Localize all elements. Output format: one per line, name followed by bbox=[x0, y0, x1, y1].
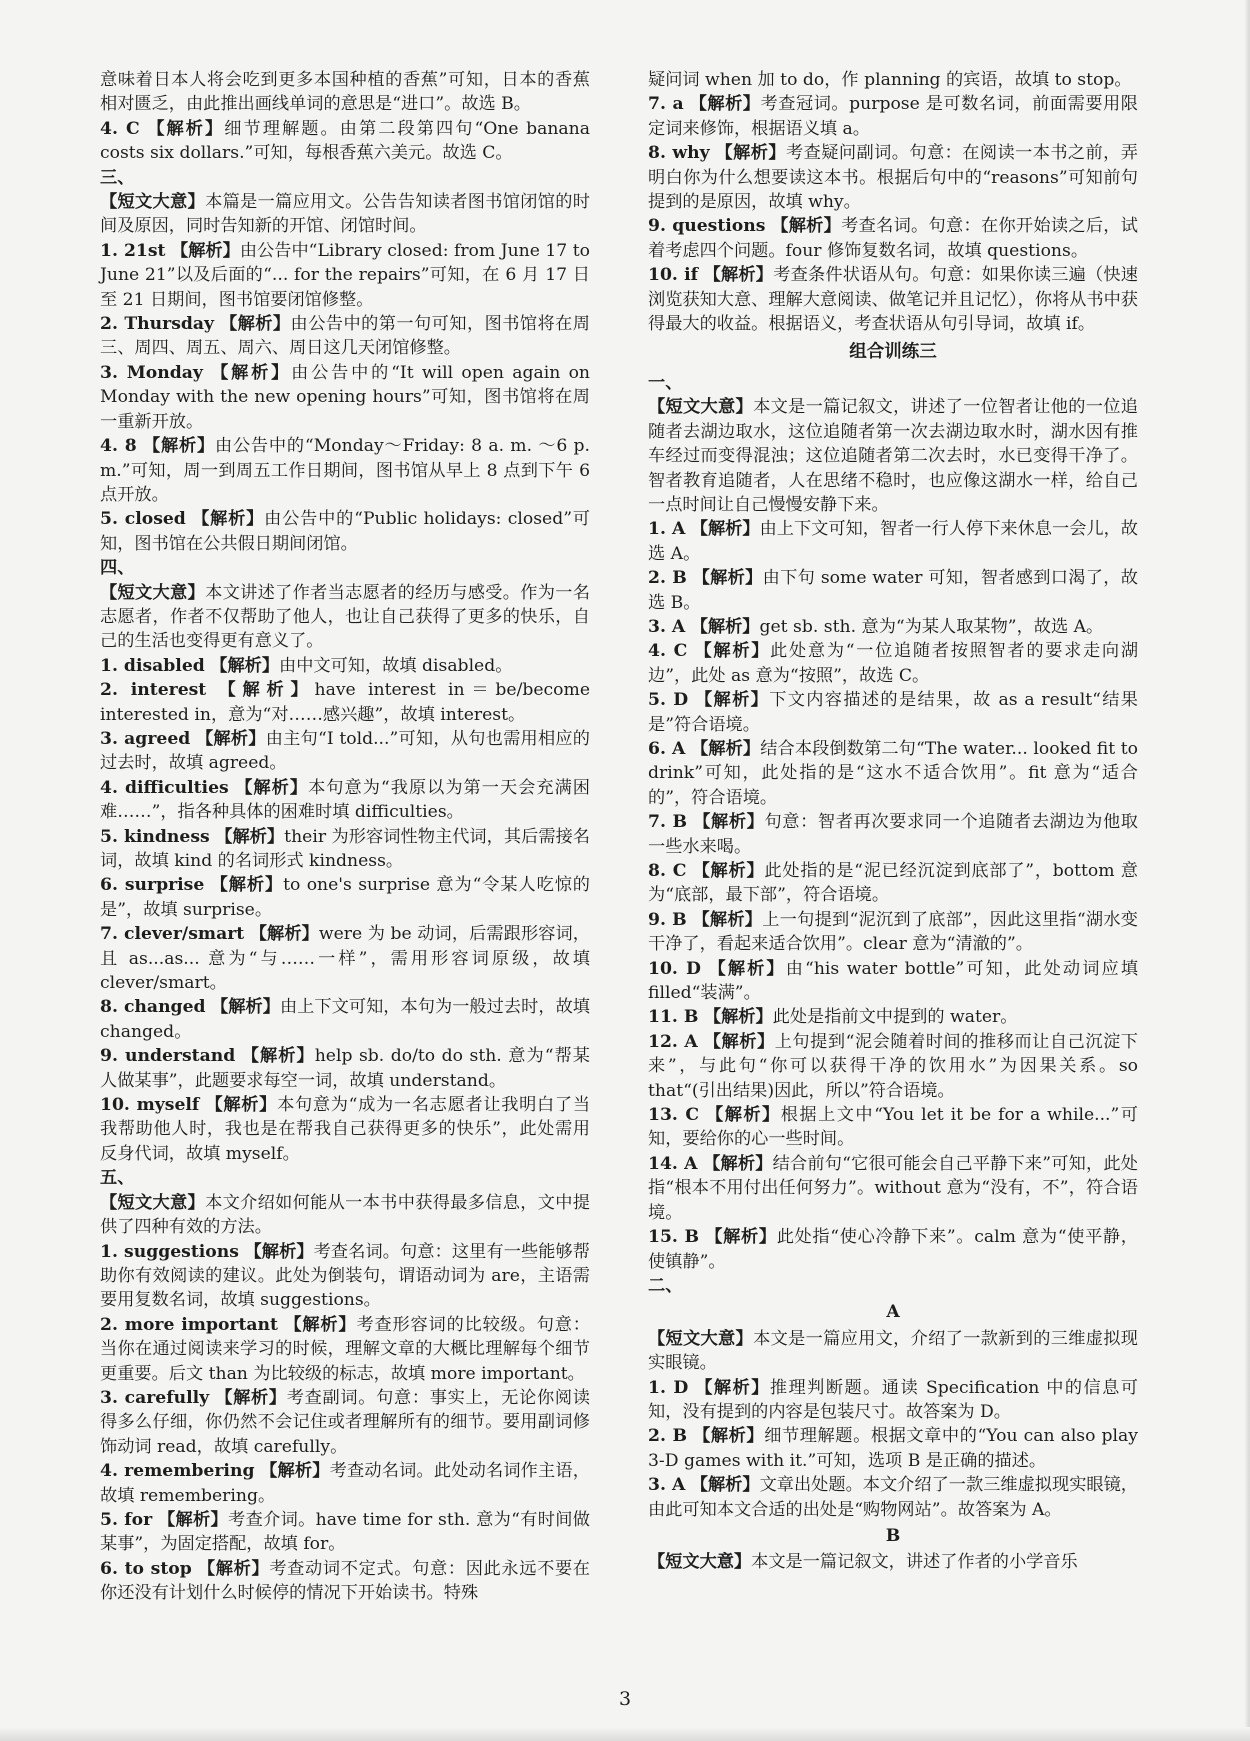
section-heading-text: 组合训练三 bbox=[849, 342, 937, 363]
analysis-tag: 【解析】 bbox=[210, 655, 280, 676]
analysis-text: 考查疑问副词。句意：在阅读一本书之前，弄明白你为什么想要读这本书。根据后句中的“reasons”可知前句提到的是原因，故填 why。 bbox=[648, 143, 1138, 213]
answer-number: 3. Monday bbox=[100, 362, 203, 383]
answer-item bbox=[648, 957, 1138, 1006]
answer-item bbox=[648, 688, 1138, 737]
answer-item bbox=[648, 1376, 1138, 1425]
answer-item bbox=[648, 1030, 1138, 1103]
analysis-tag: 【解析】 bbox=[706, 1105, 781, 1126]
answer-item bbox=[100, 507, 590, 556]
analysis-text: 细节理解题。由第二段第四句“One banana costs six dollars.”可知，每根香蕉六美元。故选 C。 bbox=[100, 118, 590, 164]
answer-item bbox=[648, 615, 1138, 639]
analysis-text: 本句意为“成为一名志愿者让我明白了当我帮助他人时，我也是在帮我自己获得更多的快乐”，此处需用反身代词，故填 myself。 bbox=[100, 1095, 591, 1164]
right-column bbox=[648, 68, 1138, 1575]
summary-text: 本文讲述了作者当志愿者的经历与感受。作为一名志愿者，作者不仅帮助了他人，也让自己获得了更多的快乐，自己的生活也变得更有意义了。 bbox=[100, 582, 590, 652]
analysis-text: 由下句 some water 可知，智者感到口渴了，故选 B。 bbox=[648, 568, 1138, 613]
analysis-text: 由主句“I told...”可知，从句也需用相应的过去时，故填 agreed。 bbox=[100, 728, 590, 774]
answer-number: 10. if bbox=[648, 265, 699, 286]
analysis-tag: 【解析】 bbox=[693, 812, 765, 833]
analysis-tag: 【解析】 bbox=[211, 997, 280, 1018]
summary-text: 本篇是一篇应用文。公告告知读者图书馆闭馆的时间及原因，同时告知新的开馆、闭馆时间。 bbox=[100, 192, 590, 237]
passage-summary bbox=[100, 1191, 590, 1240]
answer-number: 7. B bbox=[648, 812, 688, 833]
analysis-text: 句意：智者再次要求同一个追随者去湖边为他取一些水来喝。 bbox=[648, 812, 1138, 857]
analysis-tag: 【解析】 bbox=[708, 958, 786, 979]
analysis-tag: 【解析】 bbox=[703, 1031, 775, 1052]
section-number bbox=[648, 371, 1138, 395]
answer-number: 10. D bbox=[648, 958, 701, 979]
passage-label bbox=[648, 1300, 1138, 1324]
answer-number: 7. clever/smart bbox=[100, 924, 245, 945]
analysis-text: 考查副词。句意：事实上，无论你阅读得多么仔细，你仍然不会记住或者理解所有的细节。要用副词修饰动词 read，故填 carefully。 bbox=[100, 1387, 590, 1457]
analysis-tag: 【解析】 bbox=[690, 616, 760, 637]
answer-number: 3. carefully bbox=[100, 1387, 210, 1408]
answer-number: 5. for bbox=[100, 1509, 153, 1530]
analysis-tag: 【解析】 bbox=[192, 509, 265, 530]
answer-number: 5. D bbox=[648, 690, 689, 711]
answer-item bbox=[100, 1508, 590, 1557]
answer-item bbox=[100, 825, 590, 874]
analysis-tag: 【解析】 bbox=[142, 436, 215, 457]
answer-number: 1. suggestions bbox=[100, 1241, 239, 1262]
analysis-text: have interest in＝be/become interested in，意为“对……感兴趣”，故填 interest。 bbox=[100, 680, 590, 725]
answer-number: 14. A bbox=[648, 1153, 698, 1174]
analysis-tag: 【解析】 bbox=[215, 1387, 287, 1408]
answer-item bbox=[648, 214, 1138, 263]
answer-item bbox=[648, 1152, 1138, 1225]
section-heading bbox=[648, 340, 1138, 364]
analysis-tag: 【解析】 bbox=[284, 1314, 357, 1335]
answer-number: 11. B bbox=[648, 1007, 699, 1028]
passage-label-text: A bbox=[886, 1302, 900, 1323]
passage-summary bbox=[648, 1327, 1138, 1376]
answer-item bbox=[100, 1386, 590, 1459]
analysis-tag: 【解析】 bbox=[205, 1095, 278, 1116]
passage-summary bbox=[648, 1550, 1138, 1574]
answer-item bbox=[100, 654, 590, 678]
analysis-tag: 【解析】 bbox=[703, 1153, 773, 1174]
answer-number: 3. A bbox=[648, 616, 686, 637]
analysis-text: 考查冠词。purpose 是可数名词，前面需要用限定词来修饰，根据语义填 a。 bbox=[648, 94, 1138, 139]
answer-number: 6. to stop bbox=[100, 1558, 192, 1579]
answer-item bbox=[648, 263, 1138, 336]
answer-item bbox=[648, 141, 1138, 214]
answer-number: 8. C bbox=[648, 861, 687, 881]
answer-number: 9. understand bbox=[100, 1046, 236, 1067]
answer-number: 9. B bbox=[648, 909, 687, 930]
answer-item bbox=[648, 1424, 1138, 1473]
analysis-text: to one's surprise 意为“令某人吃惊的是”，故填 surprise。 bbox=[100, 875, 590, 920]
analysis-tag: 【解析】 bbox=[689, 94, 761, 115]
passage-summary bbox=[100, 581, 590, 654]
summary-tag: 【短文大意】 bbox=[100, 582, 206, 603]
answer-item bbox=[100, 727, 590, 776]
analysis-text: were 为 be 动词，后需跟形容词，且 as...as... 意为“与……一样”，需用形容词原级，故填 clever/smart。 bbox=[100, 924, 590, 994]
analysis-text: 上句提到“泥会随着时间的推移而让自己沉淀下来”，与此句“你可以获得干净的饮用水”为因果关系。so that“(引出结果)因此，所以”符合语境。 bbox=[648, 1031, 1138, 1101]
answer-item bbox=[648, 908, 1138, 957]
analysis-text: 根据上文中“You let it be for a while...”可知，要给你的心一些时间。 bbox=[648, 1105, 1138, 1150]
answer-item bbox=[100, 1313, 590, 1386]
analysis-tag: 【解析】 bbox=[196, 728, 266, 749]
summary-tag: 【短文大意】 bbox=[648, 1328, 754, 1349]
analysis-text: 由公告中“Library closed: from June 17 to June 21”以及后面的“... for the repairs”可知，在 6 月 17 日至 21 日期间，图书馆要闭馆修整。 bbox=[100, 240, 590, 310]
answer-number: 9. questions bbox=[648, 216, 766, 237]
answer-item bbox=[648, 566, 1138, 615]
analysis-tag: 【解析】 bbox=[692, 909, 763, 930]
answer-item bbox=[100, 922, 590, 995]
paragraph-text: 疑问词 when 加 to do，作 planning 的宾语，故填 to stop。 bbox=[648, 70, 1132, 90]
answer-number: 8. why bbox=[648, 143, 710, 164]
analysis-text: 考查条件状语从句。句意：如果你读三遍（快速浏览获知大意、理解大意阅读、做笔记并且记忆），你将从书中获得最大的收益。根据语义，考查状语从句引导词，故填 if。 bbox=[648, 265, 1138, 335]
analysis-text: help sb. do/to do sth. 意为“帮某人做某事”，此题要求每空一词，故填 understand。 bbox=[100, 1046, 590, 1091]
section-number-text: 五、 bbox=[100, 1168, 135, 1189]
answer-number: 10. myself bbox=[100, 1095, 200, 1116]
analysis-text: 由上下文可知，智者一行人停下来休息一会儿，故选 A。 bbox=[648, 519, 1138, 564]
answer-number: 1. A bbox=[648, 519, 686, 540]
answer-number: 1. D bbox=[648, 1377, 689, 1398]
answer-item bbox=[100, 1044, 590, 1093]
answer-number: 4. 8 bbox=[100, 436, 137, 457]
analysis-text: 文章出处题。本文介绍了一款三维虚拟现实眼镜，由此可知本文合适的出处是“购物网站”。故答案为 A。 bbox=[648, 1475, 1138, 1520]
answer-number: 5. closed bbox=[100, 509, 186, 530]
summary-tag: 【短文大意】 bbox=[100, 1192, 206, 1213]
summary-tag: 【短文大意】 bbox=[648, 397, 754, 418]
analysis-text: 由公告中的“It will open again on Monday with the new opening hours”可知，图书馆将在周一重新开放。 bbox=[100, 362, 590, 432]
analysis-tag: 【解析】 bbox=[157, 1509, 229, 1530]
analysis-text: 此处意为“一位追随者按照智者的要求走向湖边”，此处 as 意为“按照”，故选 C。 bbox=[648, 641, 1139, 686]
analysis-text: 此处指“使心冷静下来”。calm 意为“使平静，使镇静”。 bbox=[648, 1227, 1138, 1272]
analysis-tag: 【解析】 bbox=[695, 690, 770, 711]
summary-text: 本文是一篇应用文，介绍了一款新到的三维虚拟现实眼镜。 bbox=[648, 1328, 1138, 1374]
analysis-text: 推理判断题。通读 Specification 中的信息可知，没有提到的内容是包装尺寸。故答案为 D。 bbox=[648, 1377, 1138, 1422]
answer-number: 2. B bbox=[648, 1426, 688, 1447]
analysis-tag: 【解析】 bbox=[210, 875, 284, 896]
analysis-tag: 【解析】 bbox=[241, 1046, 315, 1067]
answer-number: 4. C bbox=[648, 641, 688, 662]
analysis-tag: 【解析】 bbox=[690, 738, 761, 759]
analysis-text: 此处指的是“泥已经沉淀到底部了”，bottom 意为“底部，最下部”，符合语境。 bbox=[648, 861, 1138, 906]
answer-item bbox=[100, 312, 590, 361]
answer-number: 1. 21st bbox=[100, 240, 166, 261]
answer-number: 15. B bbox=[648, 1227, 700, 1248]
analysis-tag: 【解析】 bbox=[703, 265, 774, 286]
answer-number: 2. B bbox=[648, 568, 687, 589]
section-number-text: 二、 bbox=[648, 1275, 683, 1296]
analysis-text: 考查名词。句意：在你开始读之后，试着考虑四个问题。four 修饰复数名词，故填 questions。 bbox=[648, 216, 1138, 261]
answer-item bbox=[648, 92, 1138, 141]
analysis-tag: 【解析】 bbox=[703, 1007, 773, 1028]
section-number-text: 三、 bbox=[100, 167, 135, 188]
answer-number: 1. disabled bbox=[100, 655, 205, 676]
answer-item bbox=[100, 1459, 590, 1508]
analysis-tag: 【解析】 bbox=[771, 216, 842, 237]
page-number: 3 bbox=[618, 1688, 632, 1710]
analysis-tag: 【解析】 bbox=[170, 240, 240, 261]
analysis-tag: 【解析】 bbox=[690, 519, 760, 540]
paragraph bbox=[648, 68, 1138, 92]
analysis-tag: 【解析】 bbox=[249, 924, 319, 945]
answer-number: 6. surprise bbox=[100, 875, 205, 896]
analysis-text: their 为形容词性物主代词，其后需接名词，故填 kind 的名词形式 kindness。 bbox=[100, 826, 590, 871]
answer-number: 5. kindness bbox=[100, 826, 210, 847]
analysis-text: 由公告中的“Monday～Friday: 8 a. m. ～6 p. m.”可知，周一到周五工作日期间，图书馆从早上 8 点到下午 6 点开放。 bbox=[100, 436, 590, 505]
section-number bbox=[100, 166, 590, 190]
analysis-text: 由“his water bottle”可知，此处动词应填 filled“装满”。 bbox=[648, 958, 1139, 1004]
summary-tag: 【短文大意】 bbox=[100, 192, 206, 213]
answer-number: 3. agreed bbox=[100, 728, 191, 749]
section-number bbox=[100, 1166, 590, 1190]
answer-item bbox=[648, 517, 1138, 566]
analysis-text: 本句意为“我原以为第一天会充满困难……”，指各种具体的困难时填 difficulties。 bbox=[100, 777, 590, 823]
answer-number: 13. C bbox=[648, 1105, 700, 1126]
section-number bbox=[100, 556, 590, 580]
answer-number: 6. A bbox=[648, 738, 686, 759]
analysis-text: 考查动词不定式。句意：因此永远不要在你还没有计划什么时候停的情况下开始读书。特殊 bbox=[100, 1558, 590, 1604]
analysis-text: 下文内容描述的是结果，故 as a result“结果是”符合语境。 bbox=[648, 690, 1138, 735]
passage-summary bbox=[100, 190, 590, 239]
answer-item bbox=[100, 678, 590, 727]
answer-item bbox=[100, 1557, 590, 1606]
analysis-text: 考查介词。have time for sth. 意为“有时间做某事”，为固定搭配，故填 for。 bbox=[100, 1509, 590, 1555]
analysis-tag: 【解析】 bbox=[235, 777, 309, 798]
answer-item bbox=[100, 117, 590, 166]
answer-number: 4. C bbox=[100, 118, 140, 139]
analysis-text: 考查形容词的比较级。句意：当你在通过阅读来学习的时候，理解文章的大概比理解每个细节更重要。后文 than 为比较级的标志，故填 more important。 bbox=[100, 1314, 590, 1384]
analysis-tag: 【解析】 bbox=[219, 314, 291, 335]
answer-number: 4. remembering bbox=[100, 1461, 255, 1482]
summary-text: 本文是一篇记叙文，讲述了一位智者让他的一位追随者去湖边取水，这位追随者第一次去湖边取水时，湖水因有推车经过而变得混浊；这位追随者第二次去时，水已变得干净了。智者教育追随者，人在思绪不稳时，也应像这湖水一样，给自己一点时间让自己慢慢安静下来。 bbox=[648, 397, 1138, 515]
analysis-text: 由公告中的“Public holidays: closed”可知，图书馆在公共假日期间闭馆。 bbox=[100, 509, 590, 554]
paragraph bbox=[100, 68, 590, 117]
answer-number: 12. A bbox=[648, 1031, 698, 1052]
answer-number: 2. interest bbox=[100, 680, 207, 701]
answer-item bbox=[100, 434, 590, 507]
analysis-tag: 【解析】 bbox=[694, 641, 771, 662]
answer-item bbox=[648, 810, 1138, 859]
analysis-text: 此处是指前文中提到的 water。 bbox=[772, 1007, 1018, 1028]
answer-item bbox=[100, 1240, 590, 1313]
analysis-text: 由公告中的第一句可知，图书馆将在周三、周四、周五、周六、周日这几天闭馆修整。 bbox=[100, 314, 590, 359]
answer-item bbox=[648, 639, 1138, 688]
answer-number: 8. changed bbox=[100, 997, 206, 1018]
passage-summary bbox=[648, 395, 1138, 517]
analysis-tag: 【解析】 bbox=[244, 1241, 314, 1262]
summary-text: 本文介绍如何能从一本书中获得最多信息，文中提供了四种有效的方法。 bbox=[100, 1192, 590, 1238]
analysis-text: 由中文可知，故填 disabled。 bbox=[279, 655, 513, 676]
section-number-text: 一、 bbox=[648, 372, 683, 393]
answer-item bbox=[100, 776, 590, 825]
paragraph-text: 意味着日本人将会吃到更多本国种植的香蕉”可知，日本的香蕉相对匮乏，由此推出画线单词的意思是“进口”。故选 B。 bbox=[100, 70, 590, 115]
analysis-tag: 【解析】 bbox=[260, 1461, 330, 1482]
answer-number: 2. Thursday bbox=[100, 314, 215, 335]
answer-item bbox=[100, 995, 590, 1044]
analysis-tag: 【解析】 bbox=[690, 1475, 760, 1496]
answer-item bbox=[100, 873, 590, 922]
analysis-text: 上一句提到“泥沉到了底部”，因此这里指“湖水变干净了，看起来适合饮用”。clear 意为“清澈的”。 bbox=[648, 909, 1138, 955]
answer-number: 7. a bbox=[648, 94, 684, 115]
section-number-text: 四、 bbox=[100, 558, 135, 579]
analysis-text: 结合本段倒数第二句“The water... looked fit to drink”可知，此处指的是“这水不适合饮用”。fit 意为“适合的”，符合语境。 bbox=[648, 738, 1138, 808]
analysis-tag: 【解析】 bbox=[715, 143, 787, 164]
page-edge-shadow bbox=[1244, 0, 1250, 1741]
answer-item bbox=[100, 361, 590, 434]
analysis-tag: 【解析】 bbox=[147, 118, 225, 139]
answer-item bbox=[648, 859, 1138, 908]
analysis-text: 细节理解题。根据文章中的“You can also play 3-D games with it.”可知，选项 B 是正确的描述。 bbox=[648, 1426, 1138, 1471]
analysis-tag: 【解析】 bbox=[693, 1426, 765, 1447]
analysis-tag: 【解析】 bbox=[705, 1227, 777, 1248]
summary-tag: 【短文大意】 bbox=[648, 1552, 752, 1573]
answer-number: 4. difficulties bbox=[100, 777, 229, 798]
page-bottom-shadow bbox=[0, 1727, 1250, 1741]
answer-item bbox=[648, 1103, 1138, 1152]
analysis-text: 考查名词。句意：这里有一些能够帮助你有效阅读的建议。此处为倒装句，谓语动词为 are，主语需要用复数名词，故填 suggestions。 bbox=[100, 1241, 590, 1311]
analysis-text: 由上下文可知，本句为一般过去时，故填 changed。 bbox=[100, 997, 590, 1042]
answer-item bbox=[100, 239, 590, 312]
summary-text: 本文是一篇记叙文，讲述了作者的小学音乐 bbox=[751, 1552, 1078, 1573]
answer-item bbox=[648, 737, 1138, 810]
section-number bbox=[648, 1274, 1138, 1298]
answer-number: 3. A bbox=[648, 1475, 686, 1496]
analysis-tag: 【解析】 bbox=[211, 362, 292, 383]
analysis-tag: 【解析】 bbox=[692, 861, 765, 881]
analysis-tag: 【解析】 bbox=[695, 1377, 770, 1398]
analysis-tag: 【解析】 bbox=[197, 1558, 270, 1579]
analysis-text: 考查动名词。此处动名词作主语，故填 remembering。 bbox=[100, 1461, 590, 1506]
analysis-tag: 【解析】 bbox=[692, 568, 763, 589]
analysis-text: get sb. sth. 意为“为某人取某物”，故选 A。 bbox=[759, 616, 1104, 637]
answer-number: 2. more important bbox=[100, 1314, 278, 1335]
answer-item bbox=[648, 1473, 1138, 1522]
passage-label bbox=[648, 1524, 1138, 1548]
answer-item bbox=[648, 1225, 1138, 1274]
passage-label-text: B bbox=[885, 1525, 901, 1546]
analysis-text: 结合前句“它很可能会自己平静下来”可知，此处指“根本不用付出任何努力”。without 意为“没有，不”，符合语境。 bbox=[648, 1153, 1138, 1223]
left-column bbox=[100, 68, 590, 1606]
analysis-tag: 【解析】 bbox=[218, 680, 315, 701]
analysis-tag: 【解析】 bbox=[215, 826, 285, 847]
answer-item bbox=[100, 1093, 590, 1166]
answer-item bbox=[648, 1005, 1138, 1029]
